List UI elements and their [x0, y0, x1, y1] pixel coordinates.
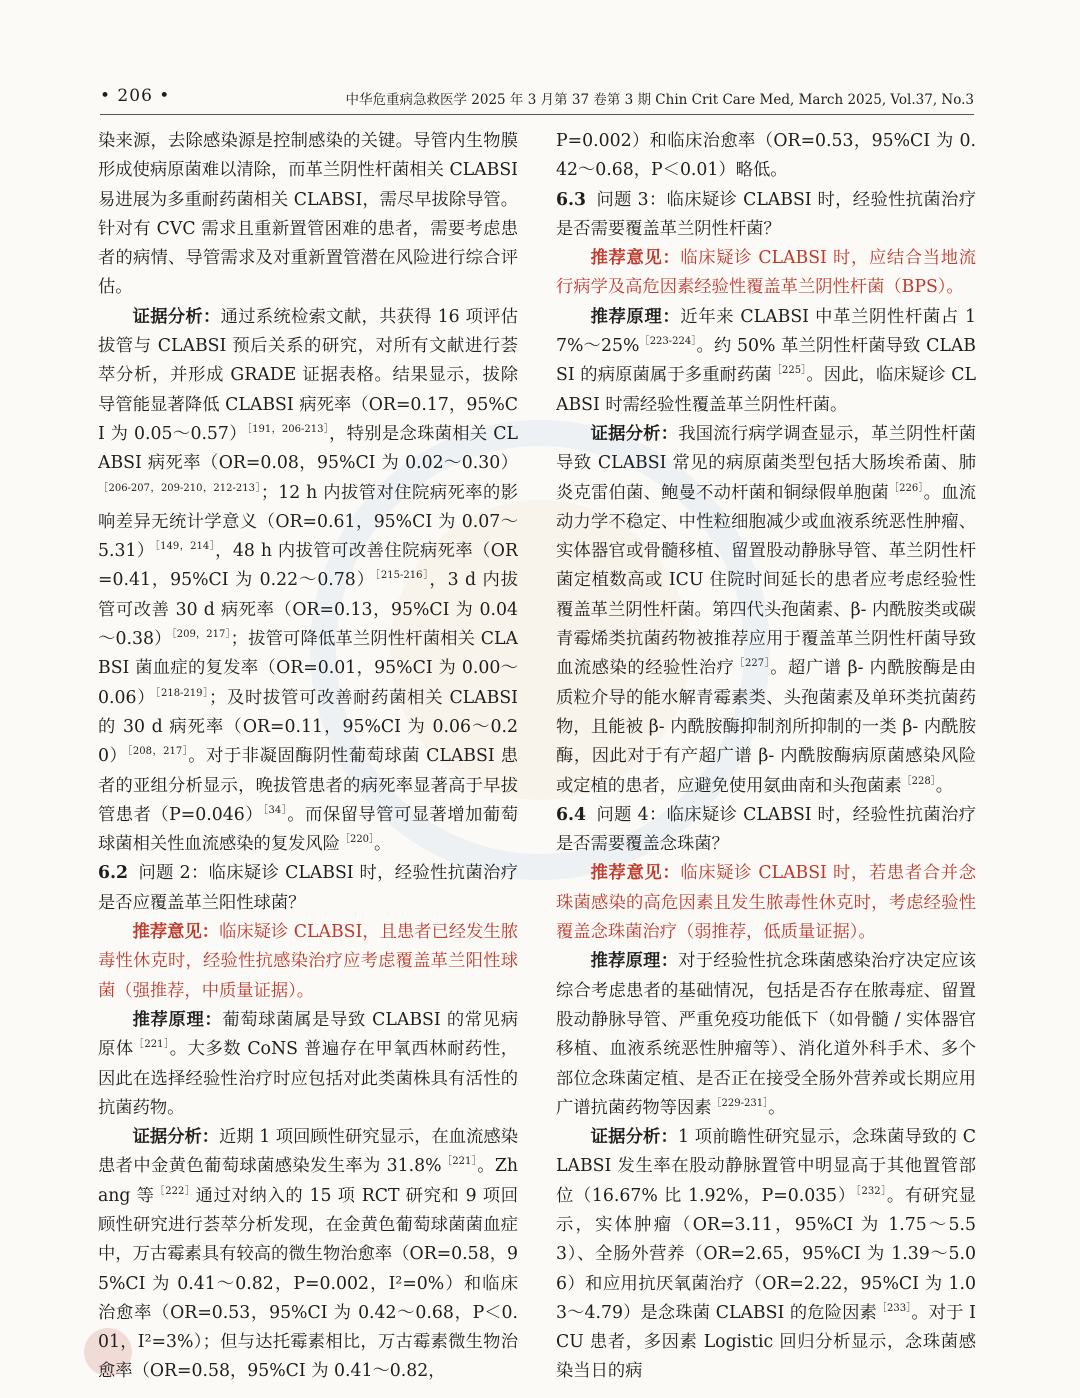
recommendation-paragraph: 推荐意见：临床疑诊 CLABSI 时，若患者合并念珠菌感染的高危因素且发生脓毒性休克时，考虑经验性覆盖念珠菌治疗（弱推荐，低质量证据）。: [556, 863, 976, 943]
evidence-label: 证据分析：: [132, 1127, 220, 1148]
recommendation-paragraph: 推荐意见：临床疑诊 CLABSI，且患者已经发生脓毒性休克时，经验性抗感染治疗应考虑覆盖革兰阳性球菌（强推荐，中质量证据）。: [98, 922, 518, 1001]
citation: ［233］: [876, 1303, 912, 1315]
evidence-analysis-paragraph: 证据分析：近期 1 项回顾性研究显示，在血流感染患者中金黄色葡萄球菌感染发生率为 31.8%$^{[221]}$。Zhang 等$^{[222]}$通过对纳入的 15 项 RCT 研究和 9 项回顾性研究进行荟萃分析发现，在金黄色葡萄球菌菌血症中，万古霉素具有较高的微生物治愈率（OR=0.58，95%CI 为 0.41～0.82，P=0.002，I²=0%）和临床治愈率（OR=0.53，95%CI 为 0.42～0.68，P＜0.01，I²=3%）；但与达托霉素相比，万古霉素微生物治愈率（OR=0.58，95%CI 为 0.41～0.82，: [98, 1127, 518, 1382]
rationale-paragraph: 推荐原理：近年来 CLABSI 中革兰阴性杆菌占 17%～25%$^{[223-224]}$。约 50% 革兰阴性杆菌导致 CLABSI 的病原菌属于多重耐药菌$^{[225]}$。因此，临床疑诊 CLABSI 时需经验性覆盖革兰阴性杆菌。: [556, 306, 976, 415]
paragraph-continued: P=0.002）和临床治愈率（OR=0.53，95%CI 为 0.42～0.68，P＜0.01）略低。: [556, 131, 976, 181]
header-rule: [100, 114, 974, 115]
recommendation-label: 推荐意见：: [590, 863, 681, 884]
recommendation-paragraph: 推荐意见：临床疑诊 CLABSI 时，应结合当地流行病学及高危因素经验性覆盖革兰阴性杆菌（BPS）。: [556, 248, 976, 298]
citation: ［191，206-213］: [246, 424, 330, 436]
citation: ［149，214］: [154, 541, 216, 553]
rationale-label: 推荐原理：: [590, 951, 679, 972]
section-number: 6.3: [556, 189, 587, 210]
paragraph-continued: 染来源，去除感染源是控制感染的关键。导管内生物膜形成使病原菌难以清除，而革兰阴性杆菌相关 CLABSI 易进展为多重耐药菌相关 CLABSI，需尽早拔除导管。针对有 CVC 需求且重新置管困难的患者，需要考虑患者的病情、导管需求及对重新置管潜在风险进行综合评估。: [98, 131, 518, 298]
citation: ［220］: [339, 834, 375, 846]
rationale-label: 推荐原理：: [132, 1009, 223, 1030]
citation: ［209，217］: [171, 629, 231, 641]
citation: ［229-231］: [711, 1098, 769, 1110]
recommendation-label: 推荐意见：: [590, 248, 681, 269]
citation: ［223-224］: [639, 336, 697, 348]
rationale-label: 推荐原理：: [590, 306, 681, 327]
section-number: 6.2: [98, 863, 129, 884]
running-header: [100, 86, 974, 112]
evidence-analysis-paragraph: 证据分析：1 项前瞻性研究显示，念珠菌导致的 CLABSI 发生率在股动静脉置管中明显高于其他置管部位（16.67% 比 1.92%，P=0.035）$^{[232]}$。有研究显示，实体肿瘤（OR=3.11，95%CI 为 1.75～5.53）、全肠外营养（OR=2.65，95%CI 为 1.39～5.06）和应用抗厌氧菌治疗（OR=2.22，95%CI 为 1.03～4.79）是念珠菌 CLABSI 的危险因素$^{[233]}$。对于 ICU 患者，多因素 Logistic 回归分析显示，念珠菌感染当日的病: [556, 1127, 976, 1382]
evidence-analysis-paragraph: 证据分析：通过系统检索文献，共获得 16 项评估拔管与 CLABSI 预后关系的研究，对所有文献进行荟萃分析，并形成 GRADE 证据表格。结果显示，拔除导管能显著降低 CLABSI 病死率（OR=0.17，95%CI 为 0.05～0.57）$^{[191,206-213]}$，特别是念珠菌相关 CLABSI 病死率（OR=0.08，95%CI 为 0.02～0.30）$^{[206-207,209-210,212-213]}$；12 h 内拔管对住院病死率的影响差异无统计学意义（OR=0.61，95%CI 为 0.07～5.31）$^{[149,214]}$，48 h 内拔管可改善住院病死率（OR=0.41，95%CI 为 0.22～0.78）$^{[215-216]}$，3 d 内拔管可改善 30 d 病死率（OR=0.13，95%CI 为 0.04～0.38）$^{[209,217]}$；拔管可降低革兰阴性杆菌相关 CLABSI 菌血症的复发率（OR=0.01，95%CI 为 0.00～0.06）$^{[218-219]}$；及时拔管可改善耐药菌相关 CLABSI 的 30 d 病死率（OR=0.11，95%CI 为 0.06～0.20）$^{[208,217]}$。对于非凝固酶阴性葡萄球菌 CLABSI 患者的亚组分析显示，晚拔管患者的病死率显著高于早拔管患者（P=0.046）$^{[34]}$。而保留导管可显著增加葡萄球菌相关性血流感染的复发风险$^{[220]}$。: [98, 306, 518, 855]
rationale-paragraph: 推荐原理：葡萄球菌属是导致 CLABSI 的常见病原体$^{[221]}$。大多数 CoNS 普遍存在甲氧西林耐药性，因此在选择经验性治疗时应包括对此类菌株具有活性的抗菌药物。: [98, 1009, 518, 1118]
section-heading-6-3: [556, 186, 976, 245]
citation: ［227］: [734, 658, 771, 670]
citation: ［221］: [133, 1039, 170, 1051]
page-number: • 206 •: [100, 86, 171, 106]
citation: ［222］: [154, 1185, 196, 1197]
section-number: 6.4: [556, 804, 587, 825]
citation: ［225］: [771, 365, 807, 377]
section-question: 问题 4：临床疑诊 CLABSI 时，经验性抗菌治疗是否需要覆盖念珠菌？: [556, 804, 976, 855]
right-column: [556, 127, 976, 1392]
citation: ［221］: [441, 1156, 478, 1168]
citation: ［226］: [888, 482, 924, 494]
citation: ［218-219］: [155, 687, 209, 699]
citation: ［206-207，209-210，212-213］: [98, 482, 261, 494]
citation: ［228］: [901, 775, 936, 787]
left-column: [98, 127, 518, 1392]
section-question: 问题 2：临床疑诊 CLABSI 时，经验性抗菌治疗是否应覆盖革兰阳性球菌？: [98, 863, 518, 913]
section-question: 问题 3：临床疑诊 CLABSI 时，经验性抗菌治疗是否需要覆盖革兰阴性杆菌？: [556, 189, 976, 239]
rationale-paragraph: 推荐原理：对于经验性抗念珠菌感染治疗决定应该综合考虑患者的基础情况，包括是否存在脓毒症、留置股动静脉导管、严重免疫功能低下（如骨髓 / 实体器官移植、血液系统恶性肿瘤等）、消化道外科手术、多个部位念珠菌定植、是否正在接受全肠外营养或长期应用广谱抗菌药物等因素$^{[229-231]}$。: [556, 951, 976, 1118]
journal-citation: 中华危重病急救医学 2025 年 3 月第 37 卷第 3 期 Chin Crit Care Med, March 2025, Vol.37, No.3: [345, 92, 974, 108]
evidence-label: 证据分析：: [590, 1127, 679, 1148]
citation: ［215-216］: [374, 570, 430, 582]
evidence-label: 证据分析：: [590, 423, 679, 444]
section-heading-6-4: [556, 801, 976, 860]
citation: ［208，217］: [127, 746, 189, 758]
citation: ［34］: [263, 805, 288, 817]
recommendation-label: 推荐意见：: [132, 922, 220, 943]
citation: ［232］: [855, 1185, 887, 1197]
evidence-label: 证据分析：: [132, 306, 221, 327]
section-heading-6-2: [98, 859, 518, 918]
evidence-analysis-paragraph: 证据分析：我国流行病学调查显示，革兰阴性杆菌导致 CLABSI 常见的病原菌类型包括大肠埃希菌、肺炎克雷伯菌、鲍曼不动杆菌和铜绿假单胞菌$^{[226]}$。血流动力学不稳定、中性粒细胞减少或血液系统恶性肿瘤、实体器官或骨髓移植、留置股动静脉导管、革兰阴性杆菌定植数高或 ICU 住院时间延长的患者应考虑经验性覆盖革兰阴性杆菌。第四代头孢菌素、β- 内酰胺类或碳青霉烯类抗菌药物被推荐应用于覆盖革兰阴性杆菌导致血流感染的经验性治疗$^{[227]}$。超广谱 β- 内酰胺酶是由质粒介导的能水解青霉素类、头孢菌素及单环类抗菌药物，且能被 β- 内酰胺酶抑制剂所抑制的一类 β- 内酰胺酶，因此对于有产超广谱 β- 内酰胺酶病原菌感染风险或定植的患者，应避免使用氨曲南和头孢菌素$^{[228]}$。: [556, 423, 976, 796]
